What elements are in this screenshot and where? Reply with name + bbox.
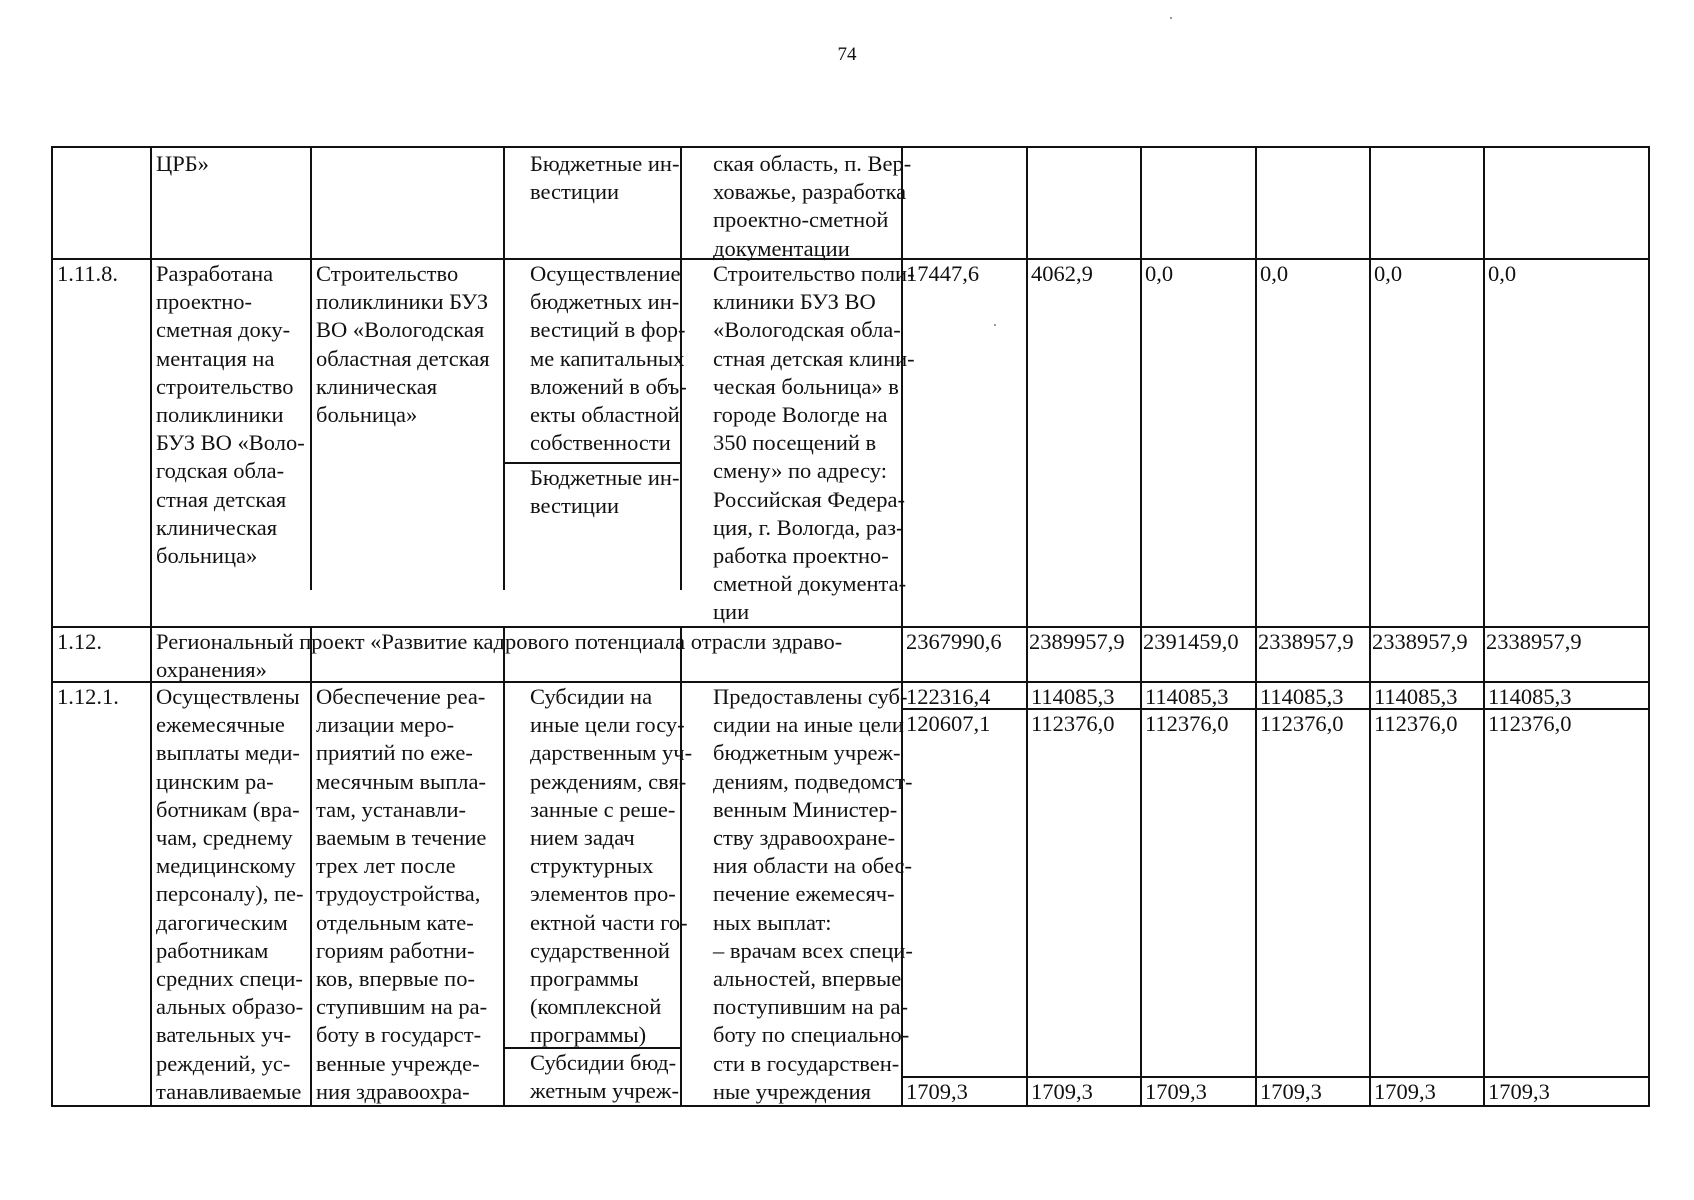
text-line: альных образо- — [156, 994, 304, 1020]
text-line: месячным выпла- — [316, 768, 486, 794]
text-line: вложений в объ- — [530, 373, 687, 399]
object-cell — [713, 683, 913, 1106]
text-line: ступившим на ра- — [316, 994, 488, 1020]
row-number: 1.11.8. — [57, 261, 119, 286]
text-line: – врачам всех специ- — [713, 937, 913, 963]
value-cell: 120607,1 — [906, 711, 991, 736]
type-sub-cell — [530, 1049, 679, 1105]
text-line: трех лет после — [316, 853, 456, 879]
value-cell: 0,0 — [1145, 261, 1174, 286]
value-cell: 112376,0 — [1488, 711, 1572, 736]
text-line: Бюджетные ин- — [530, 465, 680, 490]
text-line: Субсидии на — [530, 684, 653, 709]
text-line: документации — [713, 235, 850, 261]
text-line: ству здравоохране- — [713, 825, 896, 851]
text-line: Субсидии бюд- — [530, 1050, 677, 1075]
text-line: реждений, ус- — [156, 1050, 291, 1076]
text-line: ков, впервые по- — [316, 966, 475, 992]
text-line: екты областной — [530, 402, 680, 428]
text-line: Осуществление — [530, 261, 681, 286]
value-cell: 0,0 — [1260, 261, 1289, 286]
text-line: цинским ра- — [156, 768, 274, 794]
text-line: ция, г. Вологда, раз- — [713, 514, 904, 540]
text-line: чам, среднему — [156, 825, 293, 851]
text-line: строительство — [156, 373, 294, 399]
value-cell: 0,0 — [1488, 261, 1517, 286]
scan-speck — [1170, 17, 1172, 19]
text-line: боту в государст- — [316, 1022, 482, 1048]
text-line: Предоставлены суб- — [713, 684, 908, 709]
text-line: бюджетным учреж- — [713, 740, 901, 766]
row-number: 1.12. — [57, 629, 102, 654]
text-line: больница» — [316, 402, 418, 428]
value-cell: 4062,9 — [1031, 261, 1093, 286]
value-cell: 2338957,9 — [1258, 629, 1354, 654]
text-line: элементов про- — [530, 881, 676, 907]
value-cell: 1709,3 — [1145, 1079, 1207, 1104]
text-line: там, устанавли- — [316, 796, 467, 822]
text-line: вестиции — [530, 179, 620, 205]
value-cell: 112376,0 — [1145, 711, 1229, 736]
text-line: ежемесячные — [156, 712, 285, 738]
continued-source-cell — [530, 150, 679, 206]
text-line: сметной документа- — [713, 571, 907, 597]
text-line: структурных — [530, 853, 654, 879]
text-line: сти в государствен- — [713, 1050, 900, 1076]
text-line: 350 посещений в — [713, 430, 877, 456]
text-line: поликлиники БУЗ — [316, 289, 489, 315]
text-line: ская область, п. Вер- — [713, 151, 912, 176]
column-divider — [310, 148, 312, 590]
text-line: Строительство поли- — [713, 261, 915, 286]
scan-speck — [994, 324, 996, 326]
text-line: нием задач — [530, 825, 635, 851]
text-line: больница» — [156, 543, 258, 569]
value-cell: 114085,3 — [1145, 684, 1229, 709]
page-number: 74 — [837, 44, 857, 65]
text-line: ментация на — [156, 345, 275, 371]
text-line: областная детская — [316, 345, 490, 371]
text-line: ных выплат: — [713, 909, 832, 935]
text-line: вестиции — [530, 493, 620, 519]
text-line: клиническая — [316, 373, 438, 399]
text-line: отдельным кате- — [316, 909, 474, 935]
text-line: ЦРБ» — [156, 151, 209, 176]
text-line: ные учреждения — [713, 1078, 871, 1104]
budget-table — [51, 146, 1650, 1107]
text-line: (комплексной — [530, 994, 662, 1020]
text-line: Разработана — [156, 261, 274, 286]
text-line: вестиций в фор- — [530, 317, 686, 343]
text-line: приятий по еже- — [316, 740, 473, 766]
result-cell — [156, 683, 303, 1106]
value-cell: 1709,3 — [1260, 1079, 1322, 1104]
text-line: Региональный проект «Развитие кадрового потенциала отрасли здраво- — [156, 629, 843, 654]
result-cell — [156, 260, 305, 570]
value-cell: 114085,3 — [1488, 684, 1572, 709]
text-line: сметная доку- — [156, 317, 291, 343]
text-line: работка проектно- — [713, 543, 889, 569]
value-cell: 2367990,6 — [906, 629, 1002, 654]
text-line: стная детская — [156, 486, 287, 512]
value-cell: 112376,0 — [1374, 711, 1458, 736]
text-line: поликлиники — [156, 402, 284, 428]
text-line: проектно-сметной — [713, 207, 889, 233]
text-line: работникам — [156, 937, 269, 963]
text-line: Осуществлены — [156, 684, 300, 709]
text-line: лизации меро- — [316, 712, 455, 738]
text-line: альностей, впервые — [713, 966, 902, 992]
text-line: боту по специально- — [713, 1022, 910, 1048]
text-line: жетным учреж- — [530, 1078, 679, 1104]
text-line: клиническая — [156, 514, 278, 540]
value-cell: 114085,3 — [1260, 684, 1344, 709]
row-number: 1.12.1. — [57, 684, 119, 709]
column-divider — [503, 628, 505, 1107]
value-cell: 2338957,9 — [1372, 629, 1468, 654]
text-line: сидии на иные цели — [713, 712, 904, 738]
value-cell: 1709,3 — [1488, 1079, 1550, 1104]
value-cell: 122316,4 — [906, 684, 991, 709]
column-divider — [310, 628, 312, 1107]
value-cell: 114085,3 — [1374, 684, 1458, 709]
text-line: поступившим на ра- — [713, 994, 908, 1020]
text-line: городе Вологде на — [713, 402, 888, 428]
value-cell: 112376,0 — [1031, 711, 1115, 736]
text-line: ВО «Вологодская — [316, 317, 485, 343]
type-sub-cell — [530, 464, 679, 520]
text-line: персоналу), пе- — [156, 881, 304, 907]
continued-result-cell — [156, 150, 209, 178]
text-line: дениям, подведомст- — [713, 768, 913, 794]
project-title-cell — [156, 628, 842, 684]
text-line: охранения» — [156, 657, 267, 683]
text-line: Российская Федера- — [713, 486, 905, 512]
text-line: ния области на обес- — [713, 853, 912, 879]
text-line: Бюджетные ин- — [530, 151, 680, 176]
text-line: печение ежемесяч- — [713, 881, 895, 907]
text-line: ния здравоохра- — [316, 1078, 470, 1104]
value-cell: 1709,3 — [1374, 1079, 1436, 1104]
text-line: Обеспечение реа- — [316, 684, 486, 709]
text-line: БУЗ ВО «Воло- — [156, 430, 305, 456]
value-cell: 17447,6 — [906, 261, 980, 286]
event-cell — [316, 260, 490, 429]
text-line: ховажье, разработка — [713, 179, 907, 205]
text-line: ме капитальных — [530, 345, 685, 371]
text-line: вательных уч- — [156, 1022, 292, 1048]
text-line: стная детская клини- — [713, 345, 915, 371]
value-cell: 2338957,9 — [1486, 629, 1582, 654]
text-line: выплаты меди- — [156, 740, 300, 766]
text-line: программы — [530, 966, 639, 992]
text-line: «Вологодская обла- — [713, 317, 901, 343]
text-line: годская обла- — [156, 458, 285, 484]
text-line: сударственной — [530, 937, 670, 963]
text-line: проектно- — [156, 289, 253, 315]
text-line: бюджетных ин- — [530, 289, 680, 315]
text-line: реждениям, свя- — [530, 768, 687, 794]
type-cell — [530, 683, 692, 1050]
text-line: дагогическим — [156, 909, 288, 935]
text-line: венные учрежде- — [316, 1050, 480, 1076]
column-divider — [503, 148, 505, 590]
text-line: смену» по адресу: — [713, 458, 887, 484]
text-line: занные с реше- — [530, 796, 676, 822]
value-cell: 2389957,9 — [1029, 629, 1125, 654]
text-line: гориям работни- — [316, 937, 475, 963]
object-cell — [713, 260, 915, 627]
value-cell: 1709,3 — [906, 1079, 968, 1104]
text-line: дарственным уч- — [530, 740, 693, 766]
event-cell — [316, 683, 487, 1106]
text-line: ческая больница» в — [713, 373, 899, 399]
text-line: средних специ- — [156, 966, 303, 992]
text-line: собственности — [530, 430, 671, 456]
value-cell: 0,0 — [1374, 261, 1403, 286]
text-line: программы) — [530, 1022, 647, 1048]
text-line: танавливаемые — [156, 1078, 302, 1104]
type-cell — [530, 260, 687, 457]
text-line: Строительство — [316, 261, 459, 286]
continued-object-cell — [713, 150, 911, 263]
value-cell: 112376,0 — [1260, 711, 1344, 736]
text-line: ботникам (вра- — [156, 796, 300, 822]
value-cell: 2391459,0 — [1143, 629, 1239, 654]
text-line: клиники БУЗ ВО — [713, 289, 876, 315]
text-line: иные цели госу- — [530, 712, 685, 738]
text-line: венным Министер- — [713, 796, 898, 822]
value-cell: 1709,3 — [1031, 1079, 1093, 1104]
text-line: трудоустройства, — [316, 881, 481, 907]
text-line: ваемым в течение — [316, 825, 487, 851]
text-line: ции — [713, 599, 750, 625]
value-cell: 114085,3 — [1031, 684, 1115, 709]
text-line: ектной части го- — [530, 909, 688, 935]
text-line: медицинскому — [156, 853, 296, 879]
